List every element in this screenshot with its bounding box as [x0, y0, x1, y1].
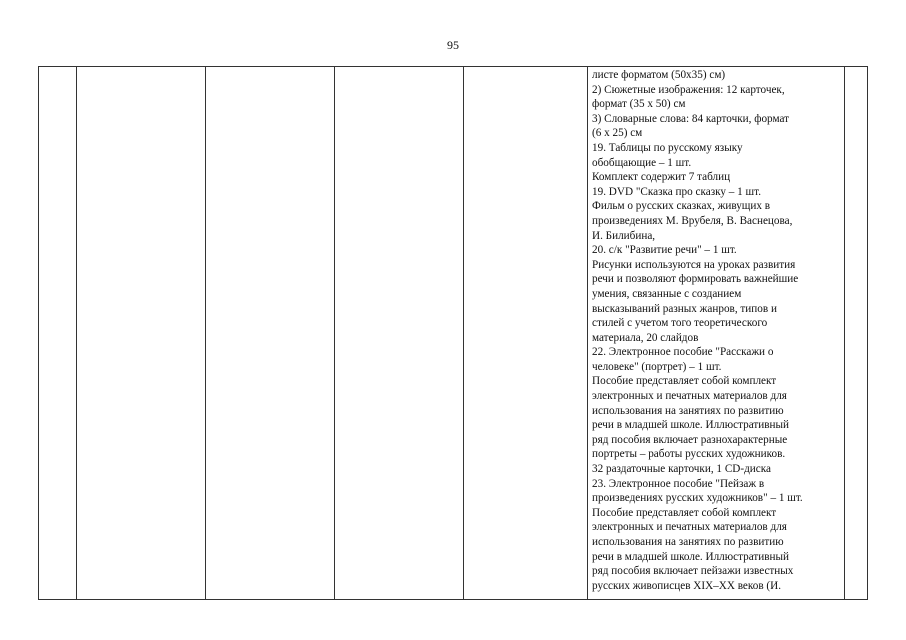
text-line: Пособие представляет собой комплект: [592, 375, 777, 388]
text-line: русских живописцев XIX–XX веков (И.: [592, 579, 782, 592]
text-line: И. Билибина,: [592, 229, 656, 242]
table-cell-col3: [206, 67, 335, 600]
text-line: 19. DVD "Сказка про сказку – 1 шт.: [592, 185, 762, 198]
text-line: Фильм о русских сказках, живущих в: [592, 200, 771, 213]
text-line: 3) Словарные слова: 84 карточки, формат: [592, 112, 790, 125]
text-line: речи в младшей школе. Иллюстративный: [592, 419, 790, 432]
table-cell-col4: [335, 67, 464, 600]
table-cell-last: [845, 67, 868, 600]
text-line: произведениях М. Врубеля, В. Васнецова,: [592, 214, 793, 227]
text-line: формат (35 х 50) см: [592, 98, 686, 111]
table-cell-col5: [464, 67, 588, 600]
text-line: Комплект содержит 7 таблиц: [592, 171, 731, 184]
text-line: стилей с учетом того теоретического: [592, 317, 768, 330]
text-line: 22. Электронное пособие "Расскажи о: [592, 346, 774, 359]
text-line: (6 х 25) см: [592, 127, 643, 140]
text-line: 19. Таблицы по русскому языку: [592, 141, 743, 154]
text-line: обобщающие – 1 шт.: [592, 156, 692, 169]
page-number: 95: [447, 38, 459, 52]
equipment-table: [38, 66, 868, 600]
text-line: использования на занятиях по развитию: [592, 404, 784, 417]
text-line: Рисунки используются на уроках развития: [592, 258, 796, 271]
text-line: 23. Электронное пособие "Пейзаж в: [592, 477, 765, 490]
text-line: портреты – работы русских художников.: [592, 448, 786, 461]
text-line: речи в младшей школе. Иллюстративный: [592, 550, 790, 563]
text-line: ряд пособия включает пейзажи известных: [592, 565, 794, 578]
text-line: 32 раздаточные карточки, 1 CD-диска: [592, 463, 771, 476]
text-line: электронных и печатных материалов для: [592, 390, 787, 403]
table-cell-number: [39, 67, 77, 600]
text-line: материала, 20 слайдов: [592, 331, 699, 344]
text-line: умения, связанные с созданием: [592, 287, 742, 300]
text-line: высказываний разных жанров, типов и: [592, 302, 777, 315]
table-cell-col2: [77, 67, 206, 600]
text-line: человеке" (портрет) – 1 шт.: [592, 360, 722, 373]
table-row: [39, 67, 868, 600]
text-line: ряд пособия включает разнохарактерные: [592, 433, 788, 446]
text-line: 20. с/к "Развитие речи" – 1 шт.: [592, 244, 737, 257]
text-line: Пособие представляет собой комплект: [592, 506, 777, 519]
text-line: речи и позволяют формировать важнейшие: [592, 273, 799, 286]
table-cell-equipment-description: [588, 67, 845, 600]
equipment-description: [588, 67, 844, 593]
text-line: электронных и печатных материалов для: [592, 521, 787, 534]
text-line: листе форматом (50х35) см): [592, 69, 726, 81]
text-line: использования на занятиях по развитию: [592, 536, 784, 548]
text-line: произведениях русских художников" – 1 шт.: [592, 492, 803, 505]
text-line: 2) Сюжетные изображения: 12 карточек,: [592, 83, 785, 96]
